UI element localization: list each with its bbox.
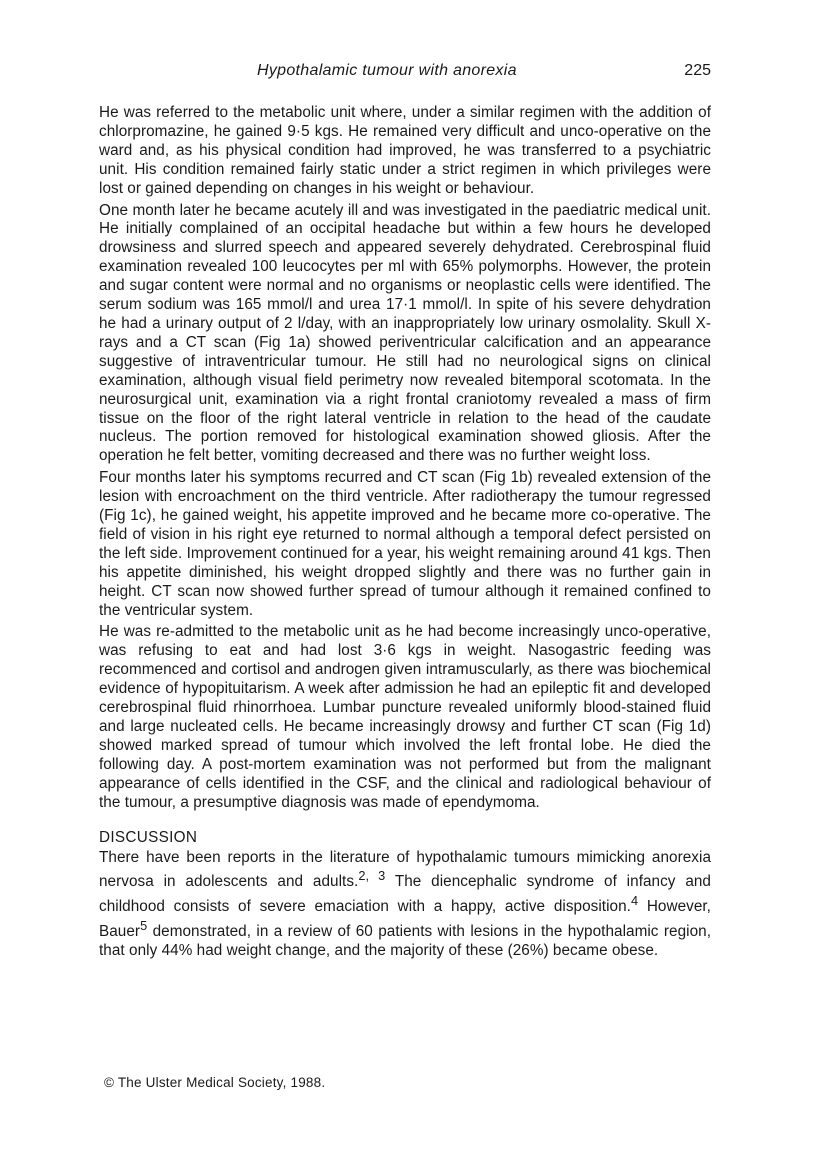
discussion-text-1: There have been reports in the literature of hypothalamic tumours mimicking anorexia nervosa in adolescents and adults. — [99, 848, 711, 891]
running-title: Hypothalamic tumour with anorexia — [257, 62, 517, 79]
body-paragraph-3: Four months later his symptoms recurred and CT scan (Fig 1b) revealed extension of the lesion with encroachment on the third ventricle. After radiotherapy the tumour regressed (Fig 1c), he gained weight, his appetite improved and he became more co-operative. The field of vision in his right eye returned to normal although a temporal defect persisted on the left side. Improvement continued for a year, his weight remaining around 41 kgs. Then his appetite diminished, his weight dropped slightly and there was no further gain in height. CT scan now showed further spread of tumour although it remained confined to the ventricular system. — [99, 469, 711, 619]
citation-ref-2-3: 2, 3 — [358, 868, 386, 884]
body-paragraph-2: One month later he became acutely ill and was investigated in the paediatric medical unit. He initially complained of an occipital headache but within a few hours he developed drowsiness and slurred speech and appeared severely dehydrated. Cerebrospinal fluid examination revealed 100 leucocytes per ml with 65% polymorphs. However, the protein and sugar content were normal and no organisms or neoplastic cells were identified. The serum sodium was 165 mmol/l and urea 17·1 mmol/l. In spite of his severe dehydration he had a urinary output of 2 l/day, with an inappropriately low urinary osmolality. Skull X-rays and a CT scan (Fig 1a) showed periventricular calcification and an appearance suggestive of intraventricular tumour. He still had no neurological signs on clinical examination, although visual field perimetry now revealed bitemporal scotomata. In the neurosurgical unit, examination via a right frontal craniotomy revealed a mass of firm tissue on the floor of the right lateral ventricle in relation to the head of the caudate nucleus. The portion removed for histological examination showed gliosis. After the operation he felt better, vomiting decreased and there was no further weight loss. — [99, 201, 711, 465]
discussion-paragraph — [99, 849, 711, 962]
copyright-notice: © The Ulster Medical Society, 1988. — [104, 1075, 326, 1090]
page-number: 225 — [684, 62, 711, 79]
discussion-heading: DISCUSSION — [99, 828, 198, 846]
citation-ref-4: 4 — [630, 893, 639, 909]
discussion-text-3: However, Bauer — [99, 898, 711, 941]
running-header — [99, 62, 711, 86]
discussion-text-4: demonstrated, in a review of 60 patients with lesions in the hypothalamic region, that only 44% had weight change, and the majority of these (26%) became obese. — [99, 923, 711, 960]
citation-ref-5: 5 — [140, 918, 148, 934]
body-paragraph-4: He was re-admitted to the metabolic unit as he had become increasingly unco-operative, was refusing to eat and had lost 3·6 kgs in weight. Nasogastric feeding was recommenced and cortisol and androgen given intramuscularly, as there was biochemical evidence of hypopituitarism. A week after admission he had an epileptic fit and developed cerebrospinal fluid rhinorrhoea. Lumbar puncture revealed uniformly blood-stained fluid and large nucleated cells. He became increasingly drowsy and further CT scan (Fig 1d) showed marked spread of tumour which involved the left frontal lobe. He died the following day. A post-mortem examination was not performed but from the malignant appearance of cells identified in the CSF, and the clinical and radiological behaviour of the tumour, a presumptive diagnosis was made of ependymoma. — [99, 623, 711, 811]
discussion-text-2: The diencephalic syndrome of infancy and childhood consists of severe emaciation with a happy, active disposition. — [99, 873, 711, 916]
paper-page — [99, 62, 711, 964]
body-paragraph-1: He was referred to the metabolic unit where, under a similar regimen with the addition of chlorpromazine, he gained 9·5 kgs. He remained very difficult and unco-operative on the ward and, as his physical condition had improved, he was transferred to a psychiatric unit. His condition remained fairly static under a strict regimen in which privileges were lost or gained depending on changes in his weight or behaviour. — [99, 104, 711, 197]
